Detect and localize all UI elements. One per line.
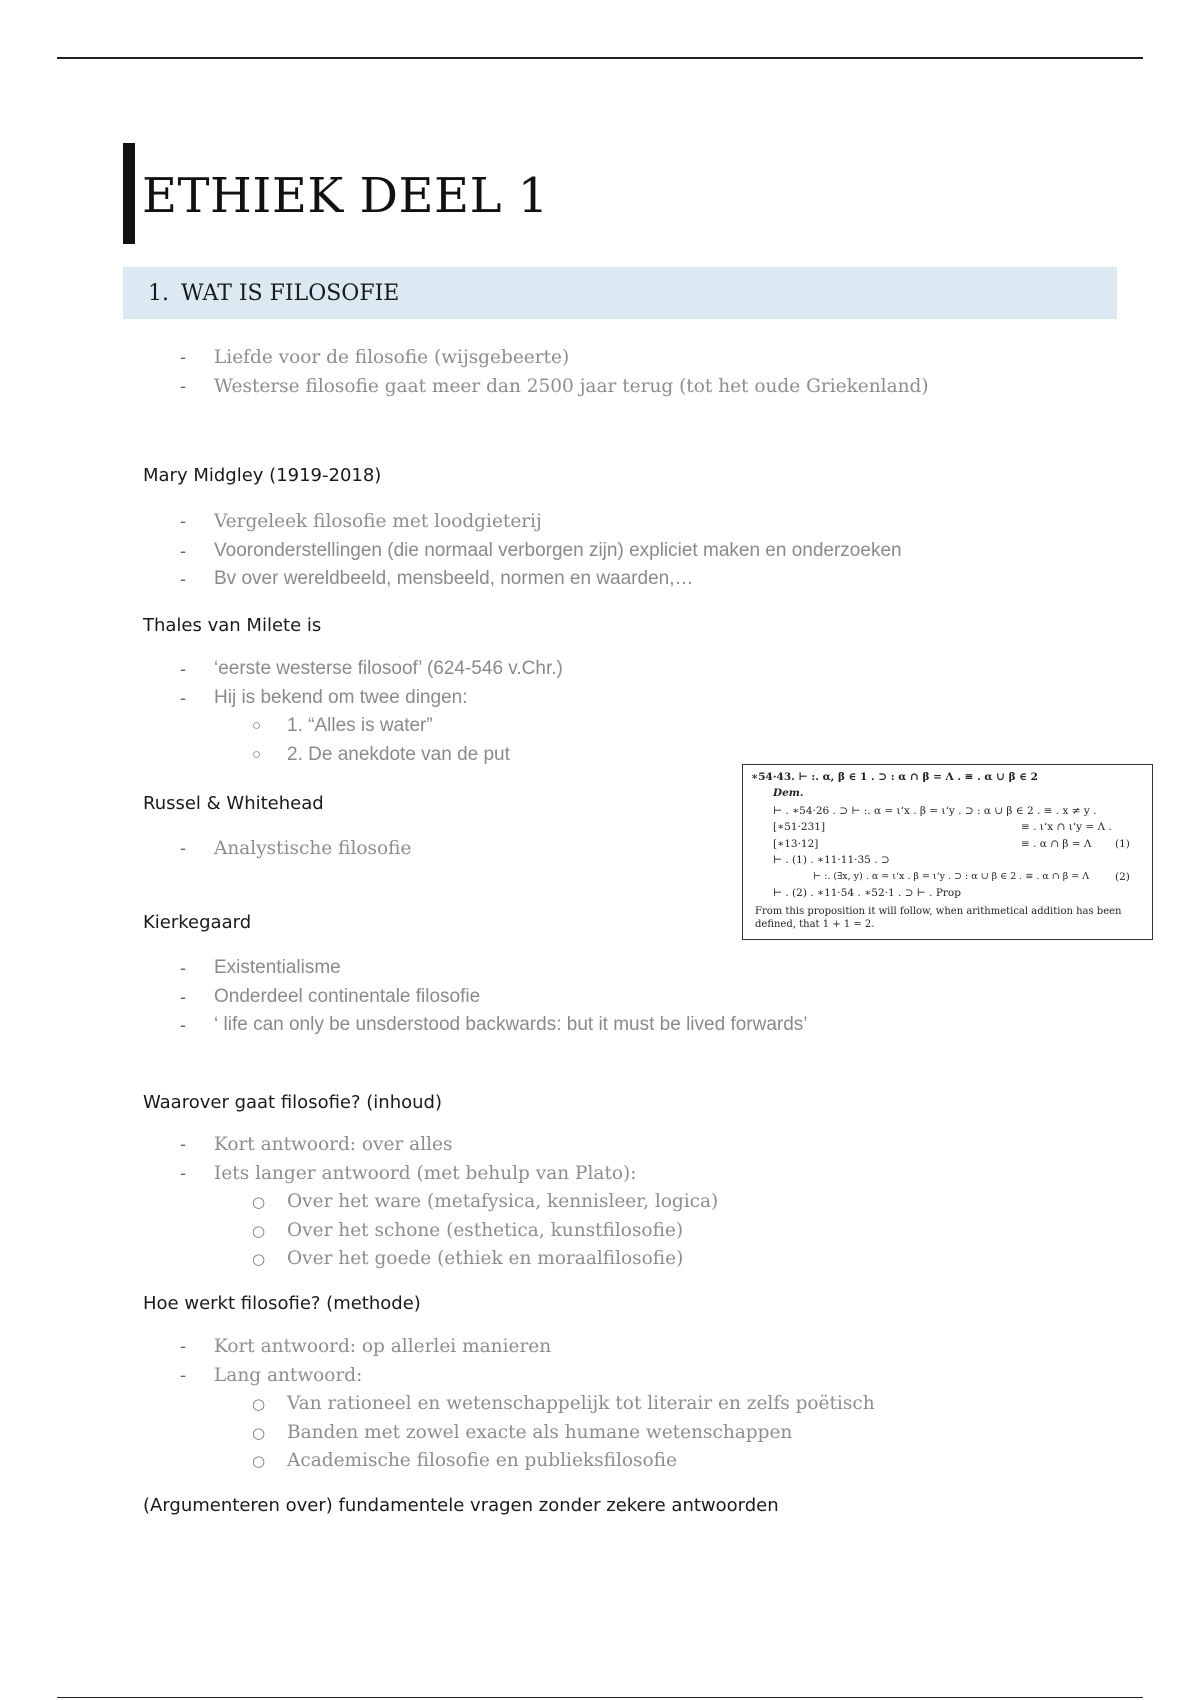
proof-line: (1): [1115, 838, 1130, 850]
section-number: 1.: [148, 280, 169, 306]
inhoud-list: [0, 1131, 1200, 1274]
list-item: - Vergeleek filosofie met loodgieterij: [0, 508, 1200, 537]
list-item: - Liefde voor de filosofie (wijsgebeerte): [0, 344, 1200, 373]
section-heading: [123, 267, 1117, 319]
list-item: - Vooronderstellingen (die normaal verborgen zijn) expliciet maken en onderzoeken: [0, 537, 1200, 566]
list-item: - Bv over wereldbeeld, mensbeeld, normen en waarden,…: [0, 565, 1200, 594]
list-item: - Onderdeel continentale filosofie: [0, 983, 1200, 1012]
proof-line: ≡ . α ∩ β = Λ: [1021, 838, 1092, 850]
proof-line: ⊢ . (1) . ∗11·11·35 . ⊃: [773, 854, 890, 866]
proof-line: ∗54·43. ⊢ :. α, β ∈ 1 . ⊃ : α ∩ β = Λ . ≡ . α ∪ β ∈ 2: [751, 771, 1038, 783]
list-item: - Existentialisme: [0, 954, 1200, 983]
list-item: - Kort antwoord: op allerlei manieren: [0, 1333, 1200, 1362]
dash-bullet: -: [180, 958, 186, 978]
circle-bullet: ○: [252, 745, 262, 763]
list-item: - Lang antwoord:: [0, 1362, 1200, 1391]
section-label: WAT IS FILOSOFIE: [181, 280, 400, 306]
dash-bullet: -: [180, 1134, 187, 1155]
dash-bullet: -: [180, 347, 187, 368]
circle-bullet: ○: [252, 1452, 266, 1471]
dash-bullet: -: [180, 569, 186, 590]
dash-bullet: -: [180, 375, 187, 397]
proof-caption: From this proposition it will follow, when arithmetical addition has been defined, that 1 + 1 = 2.: [755, 906, 1122, 930]
dash-bullet: -: [180, 659, 186, 679]
closing-statement: (Argumenteren over) fundamentele vragen zonder zekere antwoorden: [143, 1495, 779, 1516]
dash-bullet: -: [180, 1364, 187, 1386]
dash-bullet: -: [180, 986, 186, 1007]
dash-bullet: -: [180, 1162, 187, 1184]
heading-methode: Hoe werkt filosofie? (methode): [143, 1293, 421, 1314]
circle-bullet: ○: [252, 717, 262, 735]
proof-line: [∗51·231]: [773, 821, 826, 833]
document-title: ETHIEK DEEL 1: [142, 168, 549, 224]
circle-bullet: ○: [252, 1193, 266, 1212]
list-item: - Westerse filosofie gaat meer dan 2500 jaar terug (tot het oude Griekenland): [0, 373, 1200, 402]
proof-line: Dem.: [773, 787, 804, 799]
sub-list-item: ○ 1. “Alles is water”: [0, 712, 1200, 741]
top-rule: [57, 57, 1143, 59]
midgley-list: [0, 508, 1200, 594]
circle-bullet: ○: [252, 1395, 266, 1414]
sub-list-item: ○ Van rationeel en wetenschappelijk tot literair en zelfs poëtisch: [0, 1390, 1200, 1419]
kierkegaard-list: [0, 954, 1200, 1040]
circle-bullet: ○: [252, 1250, 266, 1269]
dash-bullet: -: [180, 687, 186, 708]
dash-bullet: -: [180, 1015, 186, 1036]
proof-line: ⊢ . (2) . ∗11·54 . ∗52·1 . ⊃ ⊢ . Prop: [773, 887, 961, 899]
circle-bullet: ○: [252, 1221, 266, 1240]
heading-midgley: Mary Midgley (1919-2018): [143, 465, 382, 486]
heading-russel: Russel & Whitehead: [143, 793, 324, 814]
list-item: - Kort antwoord: over alles: [0, 1131, 1200, 1160]
proof-line: ⊢ :. (∃x, y) . α = ι‘x . β = ι‘y . ⊃ : α ∪ β ∈ 2 . ≡ . α ∩ β = Λ: [813, 871, 1090, 882]
sub-list-item: ○ Academische filosofie en publieksfilosofie: [0, 1447, 1200, 1476]
circle-bullet: ○: [252, 1423, 266, 1442]
proof-line: [∗13·12]: [773, 838, 819, 850]
sub-list-item: ○ Over het ware (metafysica, kennisleer, logica): [0, 1188, 1200, 1217]
dash-bullet: -: [180, 838, 187, 859]
title-accent-bar: [123, 143, 135, 244]
heading-kierkegaard: Kierkegaard: [143, 912, 252, 933]
principia-proof-image: [742, 764, 1153, 940]
thales-list: [0, 655, 1200, 769]
list-item: - Hij is bekend om twee dingen:: [0, 684, 1200, 713]
methode-list: [0, 1333, 1200, 1476]
heading-inhoud: Waarover gaat filosofie? (inhoud): [143, 1092, 442, 1113]
heading-thales: Thales van Milete is: [143, 615, 322, 636]
sub-list-item: ○ Over het goede (ethiek en moraalfilosofie): [0, 1245, 1200, 1274]
dash-bullet: -: [180, 511, 187, 532]
sub-list-item: ○ Over het schone (esthetica, kunstfilosofie): [0, 1217, 1200, 1246]
intro-list: [0, 344, 1200, 401]
proof-line: ⊢ . ∗54·26 . ⊃ ⊢ :. α = ι‘x . β = ι‘y . ⊃ : α ∪ β ∈ 2 . ≡ . x ≠ y .: [773, 805, 1097, 817]
proof-line: (2): [1115, 871, 1130, 883]
dash-bullet: -: [180, 1336, 187, 1357]
bottom-rule: [57, 1697, 1143, 1698]
list-item: - ‘eerste westerse filosoof’ (624-546 v.Chr.): [0, 655, 1200, 684]
sub-list-item: ○ 2. De anekdote van de put: [0, 741, 1200, 770]
proof-line: ≡ . ι‘x ∩ ι‘y = Λ .: [1021, 821, 1112, 833]
list-item: - Analystische filosofie: [0, 835, 1200, 864]
dash-bullet: -: [180, 540, 186, 561]
list-item: - Iets langer antwoord (met behulp van Plato):: [0, 1160, 1200, 1189]
list-item: - ‘ life can only be unsderstood backwards: but it must be lived forwards’: [0, 1011, 1200, 1040]
sub-list-item: ○ Banden met zowel exacte als humane wetenschappen: [0, 1419, 1200, 1448]
